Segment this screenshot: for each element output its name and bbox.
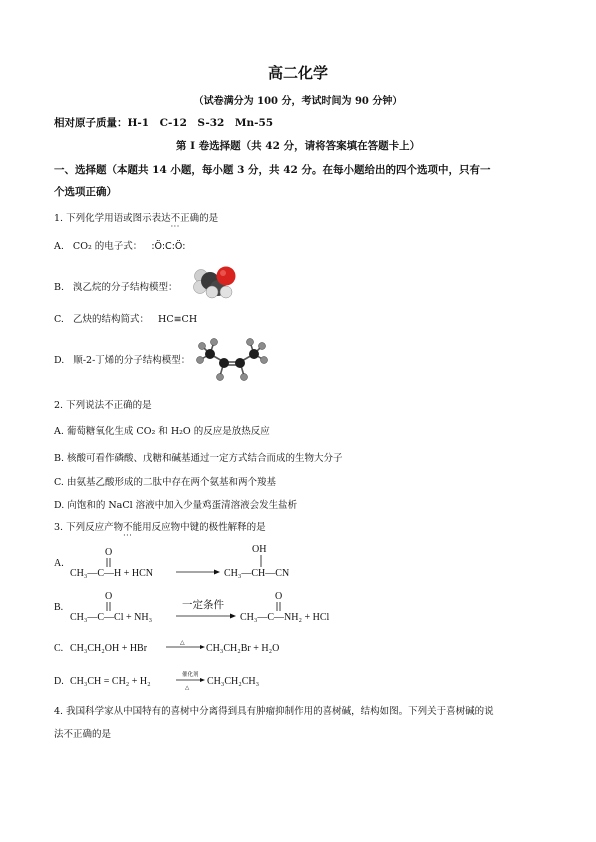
option-label: D. xyxy=(54,676,64,687)
q1-option-c xyxy=(54,311,197,325)
atomic-masses: 相对原子质量：H-1 C-12 S-32 Mn-55 xyxy=(54,117,274,129)
d-reactants: CH₃CH = CH₂ + H₂ xyxy=(70,676,151,687)
question-1-stem xyxy=(54,210,218,224)
c-reactants: CH₃CH₂OH + HBr xyxy=(70,643,148,654)
a-hydroxyl: OH xyxy=(252,544,267,555)
option-text: 顺-2-丁烯的分子结构模型： xyxy=(73,355,191,366)
option-label: D. xyxy=(54,355,65,366)
q3-stem-emphasis: 不能 · · · xyxy=(123,522,142,533)
acetylene-formula: HC≡CH xyxy=(158,314,198,325)
q3-option-b-equation xyxy=(54,584,384,624)
b-reactants: CH₃—C—Cl + NH₃ xyxy=(70,612,153,623)
option-label: C. xyxy=(54,314,64,325)
co2-electron-formula: :Ö:C:Ö: xyxy=(151,241,186,252)
q1-option-d xyxy=(54,352,190,366)
q1-option-a xyxy=(54,238,185,252)
q3-option-c-equation xyxy=(54,636,354,658)
option-label: C. xyxy=(54,643,64,654)
exam-info: （试卷满分为 100 分，考试时间为 90 分钟） xyxy=(193,96,403,107)
q3-option-d-equation xyxy=(54,668,354,694)
d-products: CH₃CH₂CH₃ xyxy=(207,676,260,687)
option-text: CO₂ 的电子式： xyxy=(72,241,143,252)
section-heading-cont: 个选项正确） xyxy=(54,186,117,198)
cis-2-butene-ball-stick-model xyxy=(196,336,270,386)
q1-option-b xyxy=(54,279,178,293)
q2-option-c: C. 由氨基乙酸形成的二肽中存在两个氨基和两个羧基 xyxy=(54,477,276,488)
c-products: CH₃CH₂Br + H₂O xyxy=(206,643,280,654)
option-text: 溴乙烷的分子结构模型： xyxy=(73,282,178,293)
b-condition: 一定条件 xyxy=(182,600,224,611)
q1-stem-emphasis: 不正确 · · · xyxy=(171,213,200,224)
question-4-stem: 4. 我国科学家从中国特有的喜树中分离得到具有肿瘤抑制作用的喜树碱，结构如图。下列关于喜树碱的说 xyxy=(54,706,494,717)
q2-option-d: D. 向饱和的 NaCl 溶液中加入少量鸡蛋清溶液会发生盐析 xyxy=(54,500,298,511)
a-reactants: CH₃—C—H + HCN xyxy=(70,568,154,579)
bromoethane-space-filling-model xyxy=(190,262,240,300)
question-3-stem xyxy=(54,519,266,533)
page-title: 高二化学 xyxy=(267,64,328,82)
option-label: B. xyxy=(54,282,65,293)
b-carbonyl-oxygen: O xyxy=(105,591,113,602)
question-4-stem-cont: 法不正确的是 xyxy=(54,729,112,740)
q3-option-a-equation xyxy=(54,540,354,580)
b-products: CH₃—C—NH₂ + HCl xyxy=(240,612,330,623)
q1-stem-suffix: 的是 xyxy=(199,213,219,224)
option-text: 乙炔的结构简式： xyxy=(72,314,149,325)
q2-option-b: B. 核酸可看作磷酸、戊糖和碱基通过一定方式结合而成的生物大分子 xyxy=(54,453,343,464)
d-heat-condition: △ xyxy=(185,685,190,691)
q3-stem-prefix: 3. 下列反应产物 xyxy=(54,522,124,533)
option-label: A. xyxy=(54,558,64,569)
d-catalyst-condition: 催化剂 xyxy=(182,672,199,678)
a-products: CH₃—CH—CN xyxy=(224,568,290,579)
q3-stem-suffix: 用反应物中键的极性解释的是 xyxy=(142,522,266,533)
volume-heading: 第 I 卷选择题（共 42 分，请将答案填在答题卡上） xyxy=(175,140,421,152)
a-carbonyl-oxygen: O xyxy=(105,547,113,558)
option-label: A. xyxy=(54,241,64,252)
b-product-oxygen: O xyxy=(275,591,283,602)
question-2-stem: 2. 下列说法不正确的是 xyxy=(54,400,152,411)
q1-stem-prefix: 1. 下列化学用语或图示表达 xyxy=(54,213,171,224)
c-heat-condition: △ xyxy=(180,640,185,646)
option-label: B. xyxy=(54,602,64,613)
section-heading: 一、选择题（本题共 14 小题，每小题 3 分，共 42 分。在每小题给出的四个选项中，只有一 xyxy=(54,164,491,176)
q2-option-a: A. 葡萄糖氧化生成 CO₂ 和 H₂O 的反应是放热反应 xyxy=(54,426,270,437)
